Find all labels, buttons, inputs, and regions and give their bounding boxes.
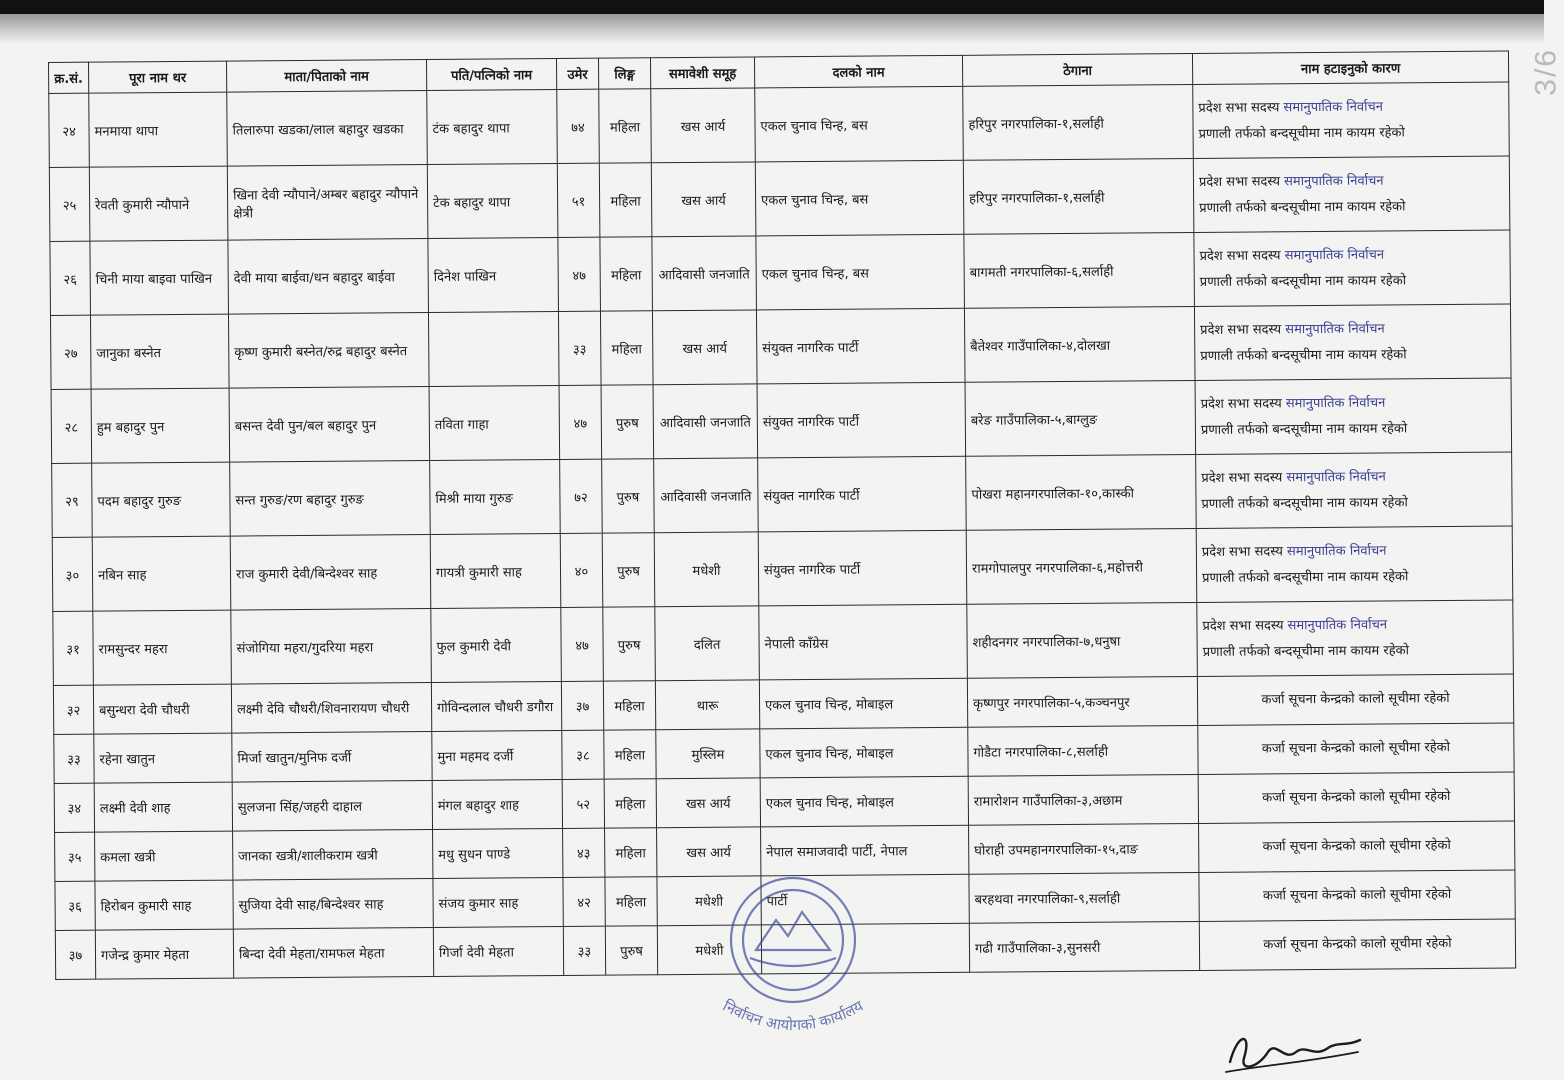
party-cell: नेपाल समाजवादी पार्टी, नेपाल xyxy=(761,825,969,876)
table-body xyxy=(49,82,1516,979)
inclusive-group-cell: मधेशी xyxy=(657,876,761,926)
parents-cell: देवी माया बाईवा/धन बहादुर बाईवा xyxy=(228,239,429,315)
spouse-cell: गायत्री कुमारी साह xyxy=(430,533,561,608)
inclusive-group-cell: खस आर्य xyxy=(657,827,761,877)
spouse-cell: तविता गाहा xyxy=(429,385,560,460)
reason-text-highlight: समानुपातिक निर्वाचन xyxy=(1284,247,1385,263)
full-name-cell: जानुका बस्नेत xyxy=(90,314,229,389)
full-name-cell: लक्ष्मी देवी शाह xyxy=(94,782,232,832)
spouse-cell xyxy=(428,311,559,386)
party-cell: संयुक्त नागरिक पार्टी xyxy=(756,308,965,384)
full-name-cell: रेवती कुमारी न्यौपाने xyxy=(89,166,228,241)
full-name-cell: पदम बहादुर गुरुङ xyxy=(92,462,231,537)
party-cell: एकल चुनाव चिन्ह, मोबाइल xyxy=(760,727,968,778)
removal-reason-cell: कर्जा सूचना केन्द्रको कालो सूचीमा रहेको xyxy=(1199,870,1515,921)
table-row xyxy=(53,600,1514,685)
parents-cell: बसन्त देवी पुन/बल बहादुर पुन xyxy=(229,387,430,463)
parents-cell: लक्ष्मी देवि चौधरी/शिवनारायण चौधरी xyxy=(231,683,431,734)
serial-cell: ३२ xyxy=(53,685,93,734)
spouse-cell: दिनेश पाखिन xyxy=(428,238,559,313)
removal-reason-cell xyxy=(1194,304,1511,380)
gender-cell: महिला xyxy=(599,163,652,237)
removal-reason-cell xyxy=(1197,600,1514,676)
header-gender: लिङ्ग xyxy=(598,58,650,89)
parents-cell: सन्त गुरुङ/रण बहादुर गुरुङ xyxy=(230,461,431,537)
inclusive-group-cell: मधेशी xyxy=(657,925,761,975)
stamp-label: निर्वाचन आयोगको कार्यालय xyxy=(719,996,867,1035)
reason-text: प्रदेश सभा सदस्य xyxy=(1200,395,1286,412)
reason-text-highlight: समानुपातिक निर्वाचन xyxy=(1284,173,1384,189)
reason-text: प्रणाली तर्फको बन्दसूचीमा नाम कायम रहेको xyxy=(1200,346,1407,364)
gender-cell: महिला xyxy=(604,779,656,828)
serial-cell: ३३ xyxy=(54,734,94,783)
removal-reason-cell xyxy=(1193,156,1510,232)
reason-text: प्रदेश सभा सदस्य xyxy=(1202,617,1288,634)
removal-reason-cell xyxy=(1196,452,1513,528)
serial-cell: ३१ xyxy=(53,611,94,685)
reason-text: प्रदेश सभा सदस्य xyxy=(1198,173,1285,190)
table-row xyxy=(52,526,1513,611)
address-cell: गढी गाउँपालिका-३,सुनसरी xyxy=(969,921,1199,972)
reason-text: प्रदेश सभा सदस्य xyxy=(1199,247,1285,264)
serial-cell: ३० xyxy=(52,537,93,611)
page-number: 3/6 xyxy=(1530,48,1563,96)
parents-cell: सुजिया देवी साह/बिन्देश्वर साह xyxy=(233,879,433,930)
removal-reason-cell: कर्जा सूचना केन्द्रको कालो सूचीमा रहेको xyxy=(1199,919,1515,970)
address-cell: रामगोपालपुर नगरपालिका-६,महोत्तरी xyxy=(966,528,1197,604)
age-cell: ४७ xyxy=(561,607,604,681)
reason-text: प्रणाली तर्फको बन्दसूचीमा नाम कायम रहेको xyxy=(1201,494,1408,512)
age-cell: ३३ xyxy=(558,311,601,385)
gender-cell: महिला xyxy=(605,828,657,877)
parents-cell: सुलजना सिंह/जहरी दाहाल xyxy=(232,781,432,832)
spouse-cell: गोविन्दलाल चौधरी डगौरा xyxy=(431,681,561,731)
full-name-cell: कमला खत्री xyxy=(95,831,233,881)
header-spouse: पति/पत्निको नाम xyxy=(426,59,556,91)
inclusive-group-cell: मधेशी xyxy=(654,532,759,607)
parents-cell: जानका खत्री/शालीकराम खत्री xyxy=(233,830,433,881)
party-cell: संयुक्त नागरिक पार्टी xyxy=(758,530,967,606)
spouse-cell: संजय कुमार साह xyxy=(433,877,563,927)
age-cell: ४२ xyxy=(563,877,605,926)
address-cell: हरिपुर नगरपालिका-१,सर्लाही xyxy=(963,85,1194,161)
reason-text-highlight: समानुपातिक निर्वाचन xyxy=(1286,469,1386,485)
spouse-cell: मधु सुधन पाण्डे xyxy=(433,828,563,878)
spouse-cell: टेक बहादुर थापा xyxy=(427,164,558,239)
gender-cell: पुरुष xyxy=(602,533,655,607)
party-cell: एकल चुनाव चिन्ह, बस xyxy=(755,160,964,236)
table-row xyxy=(50,230,1511,315)
address-cell: पोखरा महानगरपालिका-१०,कास्की xyxy=(966,454,1197,530)
inclusive-group-cell: आदिवासी जनजाति xyxy=(652,236,757,311)
serial-cell: २७ xyxy=(50,315,91,389)
age-cell: ७२ xyxy=(560,459,603,533)
reason-text: प्रणाली तर्फको बन्दसूचीमा नाम कायम रहेको xyxy=(1199,272,1407,290)
serial-cell: ३६ xyxy=(55,881,95,930)
header-removal-reason: नाम हटाइनुको कारण xyxy=(1192,51,1508,84)
spouse-cell: गिर्जा देवी मेहता xyxy=(433,926,563,976)
gender-cell: महिला xyxy=(600,311,653,385)
removal-reason-cell: कर्जा सूचना केन्द्रको कालो सूचीमा रहेको xyxy=(1198,723,1514,774)
table-row xyxy=(49,82,1510,167)
parents-cell: कृष्ण कुमारी बस्नेत/रुद्र बहादुर बस्नेत xyxy=(228,313,429,389)
party-cell: नेपाली काँग्रेस xyxy=(759,604,968,680)
header-parents: माता/पिताको नाम xyxy=(226,60,426,93)
scan-top-edge xyxy=(0,0,1544,14)
header-age: उमेर xyxy=(556,58,598,89)
serial-cell: ३५ xyxy=(55,832,95,881)
removal-reason-cell xyxy=(1195,378,1512,454)
inclusive-group-cell: खस आर्य xyxy=(651,88,756,163)
gender-cell: महिला xyxy=(600,237,653,311)
full-name-cell: रामसुन्दर महरा xyxy=(93,610,232,685)
address-cell: गोडैटा नगरपालिका-८,सर्लाही xyxy=(968,725,1198,776)
reason-text-highlight: समानुपातिक निर्वाचन xyxy=(1287,617,1388,633)
spouse-cell: टंक बहादुर थापा xyxy=(427,90,558,165)
removal-reason-cell: कर्जा सूचना केन्द्रको कालो सूचीमा रहेको xyxy=(1197,674,1513,725)
spouse-cell: फुल कुमारी देवी xyxy=(431,607,562,682)
serial-cell: २६ xyxy=(50,241,91,315)
gender-cell: महिला xyxy=(605,877,657,926)
full-name-cell: हिरोबन कुमारी साह xyxy=(95,880,233,930)
spouse-cell: मिश्री माया गुरुङ xyxy=(430,459,561,534)
age-cell: ४३ xyxy=(563,828,605,877)
serial-cell: २५ xyxy=(49,167,90,241)
header-address: ठेगाना xyxy=(962,54,1192,87)
address-cell: शहीदनगर नगरपालिका-७,धनुषा xyxy=(967,602,1198,678)
address-cell: बरेङ गाउँपालिका-५,बाग्लुङ xyxy=(965,381,1196,457)
party-cell xyxy=(761,923,969,974)
full-name-cell: बसुन्धरा देवी चौधरी xyxy=(93,684,231,734)
address-cell: बागमती नगरपालिका-६,सर्लाही xyxy=(964,233,1195,309)
gender-cell: पुरुष xyxy=(602,459,655,533)
gender-cell: महिला xyxy=(604,730,656,779)
gender-cell: पुरुष xyxy=(603,607,656,681)
party-cell: संयुक्त नागरिक पार्टी xyxy=(757,382,966,458)
full-name-cell: मनमाया थापा xyxy=(89,92,228,167)
reason-text-highlight: समानुपातिक निर्वाचन xyxy=(1286,543,1387,559)
reason-text: प्रदेश सभा सदस्य xyxy=(1201,469,1287,486)
inclusive-group-cell: आदिवासी जनजाति xyxy=(654,458,759,533)
full-name-cell: हुम बहादुर पुन xyxy=(91,388,230,463)
gender-cell: पुरुष xyxy=(601,385,654,459)
parents-cell: राज कुमारी देवी/बिन्देश्वर साह xyxy=(230,535,431,611)
removal-reason-cell xyxy=(1194,230,1511,306)
header-inclusive-group: समावेशी समूह xyxy=(650,57,754,89)
serial-cell: ३७ xyxy=(55,930,95,979)
table-row xyxy=(51,378,1512,463)
table-row xyxy=(55,919,1515,979)
header-serial: क्र.सं. xyxy=(49,62,89,93)
table-row xyxy=(49,156,1510,241)
address-cell: बैतेश्वर गाउँपालिका-४,दोलखा xyxy=(964,307,1195,383)
inclusive-group-cell: मुस्लिम xyxy=(656,729,760,779)
gender-cell: पुरुष xyxy=(605,926,657,975)
reason-text: प्रणाली तर्फको बन्दसूचीमा नाम कायम रहेको xyxy=(1198,124,1405,142)
age-cell: ५१ xyxy=(557,163,600,237)
removal-reason-cell: कर्जा सूचना केन्द्रको कालो सूचीमा रहेको xyxy=(1198,772,1514,823)
serial-cell: २८ xyxy=(51,389,92,463)
serial-cell: ३४ xyxy=(54,783,94,832)
parents-cell: खिना देवी न्यौपाने/अम्बर बहादुर न्यौपाने क्षेत्री xyxy=(227,165,428,241)
reason-text: प्रणाली तर्फको बन्दसूचीमा नाम कायम रहेको xyxy=(1199,198,1406,216)
full-name-cell: रहेना खातुन xyxy=(94,733,232,783)
address-cell: घोराही उपमहानगरपालिका-१५,दाङ xyxy=(969,823,1199,874)
parents-cell: मिर्जा खातुन/मुनिफ दर्जी xyxy=(232,732,432,783)
reason-text-highlight: समानुपातिक निर्वाचन xyxy=(1285,395,1386,411)
address-cell: रामारोशन गाउँपालिका-३,अछाम xyxy=(968,774,1198,825)
age-cell: ४७ xyxy=(559,385,602,459)
table-row xyxy=(52,452,1513,537)
age-cell: ४७ xyxy=(558,237,601,311)
party-cell: पार्टी xyxy=(761,874,969,925)
inclusive-group-cell: आदिवासी जनजाति xyxy=(653,384,758,459)
header-party: दलको नाम xyxy=(754,55,962,88)
age-cell: ५२ xyxy=(562,779,604,828)
serial-cell: २४ xyxy=(49,93,90,167)
spouse-cell: मुना महमद दर्जी xyxy=(432,730,562,780)
reason-text-highlight: समानुपातिक निर्वाचन xyxy=(1283,99,1384,115)
address-cell: बरहथवा नगरपालिका-९,सर्लाही xyxy=(969,872,1199,923)
inclusive-group-cell: खस आर्य xyxy=(652,310,757,385)
candidate-table xyxy=(48,51,1516,980)
serial-cell: २९ xyxy=(52,463,93,537)
reason-text-highlight: समानुपातिक निर्वाचन xyxy=(1285,321,1385,337)
full-name-cell: नबिन साह xyxy=(92,536,231,611)
signature xyxy=(1218,1022,1368,1080)
removal-reason-cell xyxy=(1196,526,1513,602)
spouse-cell: मंगल बहादुर शाह xyxy=(432,779,562,829)
document-sheet xyxy=(48,51,1515,1022)
inclusive-group-cell: खस आर्य xyxy=(651,162,756,237)
party-cell: एकल चुनाव चिन्ह, मोबाइल xyxy=(760,776,968,827)
reason-text: प्रदेश सभा सदस्य xyxy=(1198,99,1284,116)
reason-text: प्रदेश सभा सदस्य xyxy=(1201,543,1288,560)
address-cell: कृष्णपुर नगरपालिका-५,कञ्चनपुर xyxy=(967,676,1197,727)
full-name-cell: चिनी माया बाइवा पाखिन xyxy=(90,240,229,315)
party-cell: एकल चुनाव चिन्ह, बस xyxy=(755,86,964,162)
age-cell: ४० xyxy=(560,533,603,607)
reason-text: प्रणाली तर्फको बन्दसूचीमा नाम कायम रहेको xyxy=(1202,642,1410,660)
address-cell: हरिपुर नगरपालिका-१,सर्लाही xyxy=(963,159,1194,235)
reason-text: प्रदेश सभा सदस्य xyxy=(1200,321,1286,338)
header-full-name: पूरा नाम थर xyxy=(89,61,227,93)
party-cell: एकल चुनाव चिन्ह, मोबाइल xyxy=(759,678,967,729)
parents-cell: बिन्दा देवी मेहता/रामफल मेहता xyxy=(233,928,433,979)
gender-cell: महिला xyxy=(603,681,655,730)
party-cell: संयुक्त नागरिक पार्टी xyxy=(758,456,967,532)
inclusive-group-cell: थारू xyxy=(655,680,759,730)
removal-reason-cell: कर्जा सूचना केन्द्रको कालो सूचीमा रहेको xyxy=(1199,821,1515,872)
gender-cell: महिला xyxy=(599,89,652,163)
table-row xyxy=(50,304,1511,389)
age-cell: ३३ xyxy=(563,926,605,975)
age-cell: ३७ xyxy=(561,681,603,730)
inclusive-group-cell: खस आर्य xyxy=(656,778,760,828)
party-cell: एकल चुनाव चिन्ह, बस xyxy=(756,234,965,310)
reason-text: प्रणाली तर्फको बन्दसूचीमा नाम कायम रहेको xyxy=(1202,568,1409,586)
age-cell: ७४ xyxy=(557,89,600,163)
parents-cell: तिलारुपा खडका/लाल बहादुर खडका xyxy=(227,91,428,167)
reason-text: प्रणाली तर्फको बन्दसूचीमा नाम कायम रहेको xyxy=(1200,420,1408,438)
full-name-cell: गजेन्द्र कुमार मेहता xyxy=(95,929,233,979)
age-cell: ३८ xyxy=(562,730,604,779)
inclusive-group-cell: दलित xyxy=(655,606,760,681)
parents-cell: संजोगिया महरा/गुदरिया महरा xyxy=(231,609,432,685)
removal-reason-cell xyxy=(1193,82,1510,158)
